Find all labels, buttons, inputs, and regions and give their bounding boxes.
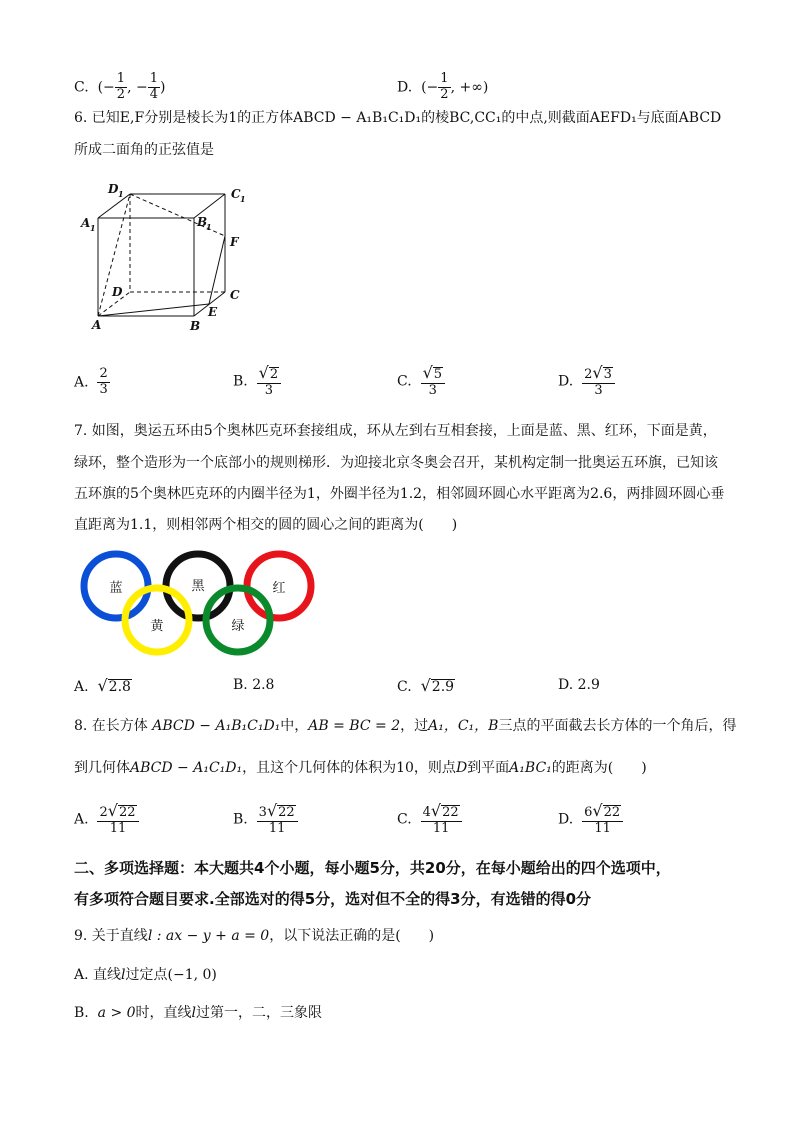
label-C1-sub: 1 (240, 194, 246, 204)
q7-stem-line4: 直距离为1.1，则相邻两个相交的圆的圆心之间的距离为( ) (74, 517, 458, 533)
label-A: A (92, 318, 102, 332)
label-F: F (230, 235, 239, 249)
q9-stem: 9. 关于直线l : ax − y + a = 0，以下说法正确的是( ) (74, 928, 435, 944)
q7-stem-line1: 7. 如图，奥运五环由5个奥林匹克环套接组成，环从左到右互相套接，上面是蓝、黑、红环，下面是黄， (74, 423, 717, 439)
label-A1: A (81, 216, 91, 230)
q7-option-d: D. 2.9 (558, 677, 600, 693)
label-B: B (190, 319, 201, 333)
q7-stem-line2: 绿环，整个造形为一个底部小的规则梯形．为迎接北京冬奥会召开，某机构定制一批奥运五环旗，已知该 (74, 455, 718, 471)
q6-option-b: B. $\frac{√2}{3}$ (233, 364, 281, 399)
q6-option-c: C. $\frac{√5}{3}$ (397, 364, 445, 399)
ring-label-blue: 蓝 (109, 581, 123, 596)
section2-heading-line2: 有多项符合题目要求.全部选对的得5分，选对但不全的得3分，有选错的得0分 (74, 890, 592, 908)
label-B1: B (197, 215, 208, 229)
q9-option-a: A. 直线l过定点(−1, 0) (74, 967, 217, 983)
q6-option-d: D. $\frac{2√3}{3}$ (558, 364, 615, 399)
section2-heading-line1: 二、多项选择题：本大题共4个小题，每小题5分，共20分，在每小题给出的四个选项中， (74, 859, 671, 877)
q8-option-d: D. $\frac{6√22}{11}$ (558, 802, 623, 837)
q5-option-c: C. (− $\frac{1}{2}$ , − $\frac{1}{4}$ ) (74, 71, 166, 102)
label-B1-sub: 1 (206, 222, 212, 232)
q5-option-d: D. (− $\frac{1}{2}$ , +∞) (397, 71, 489, 102)
label-D: D (112, 285, 123, 299)
q8-option-a: A. $\frac{2√22}{11}$ (74, 802, 139, 837)
q9-option-b: B. a > 0时，直线l过第一，二，三象限 (74, 1005, 323, 1021)
q8-option-c: C. $\frac{4√22}{11}$ (397, 802, 462, 837)
q7-stem-line3: 五环旗的5个奥林匹克环的内圈半径为1，外圈半径为1.2，相邻圆环圆心水平距离为2.6，两排圆环圆心垂 (74, 486, 725, 502)
ring-label-yellow: 黄 (150, 619, 164, 634)
q7-option-c: C. √2.9 (397, 676, 455, 695)
label-C: C (230, 288, 240, 302)
label-D1: D (108, 182, 119, 196)
label-D1-sub: 1 (118, 189, 124, 199)
q7-option-b: B. 2.8 (233, 677, 275, 693)
cube-figure (76, 178, 256, 338)
ring-label-green: 绿 (231, 619, 245, 634)
label-E: E (208, 305, 218, 319)
label-C1: C (231, 187, 241, 201)
q6-option-a: A. $\frac{2}{3}$ (74, 366, 108, 397)
q8-stem-line1: 8. 在长方体 ABCD − A₁B₁C₁D₁中，AB = BC = 2，过A₁，C₁，B三点的平面截去长方体的一个角后，得 (74, 718, 737, 734)
q6-stem-line2: 所成二面角的正弦值是 (74, 142, 214, 158)
q8-option-b: B. $\frac{3√22}{11}$ (233, 802, 298, 837)
label-A1-sub: 1 (90, 223, 96, 233)
olympic-rings-figure (76, 548, 326, 660)
ring-label-black: 黑 (191, 579, 205, 594)
q7-option-a: A. √2.8 (74, 676, 131, 695)
ring-label-red: 红 (272, 581, 286, 596)
q8-stem-line2: 到几何体ABCD − A₁C₁D₁，且这个几何体的体积为10，则点D到平面A₁BC₁的距离为( ) (74, 760, 647, 776)
q6-stem-line1: 6. 已知E,F分别是棱长为1的正方体ABCD − A₁B₁C₁D₁的棱BC,CC₁的中点,则截面AEFD₁与底面ABCD (74, 110, 722, 126)
